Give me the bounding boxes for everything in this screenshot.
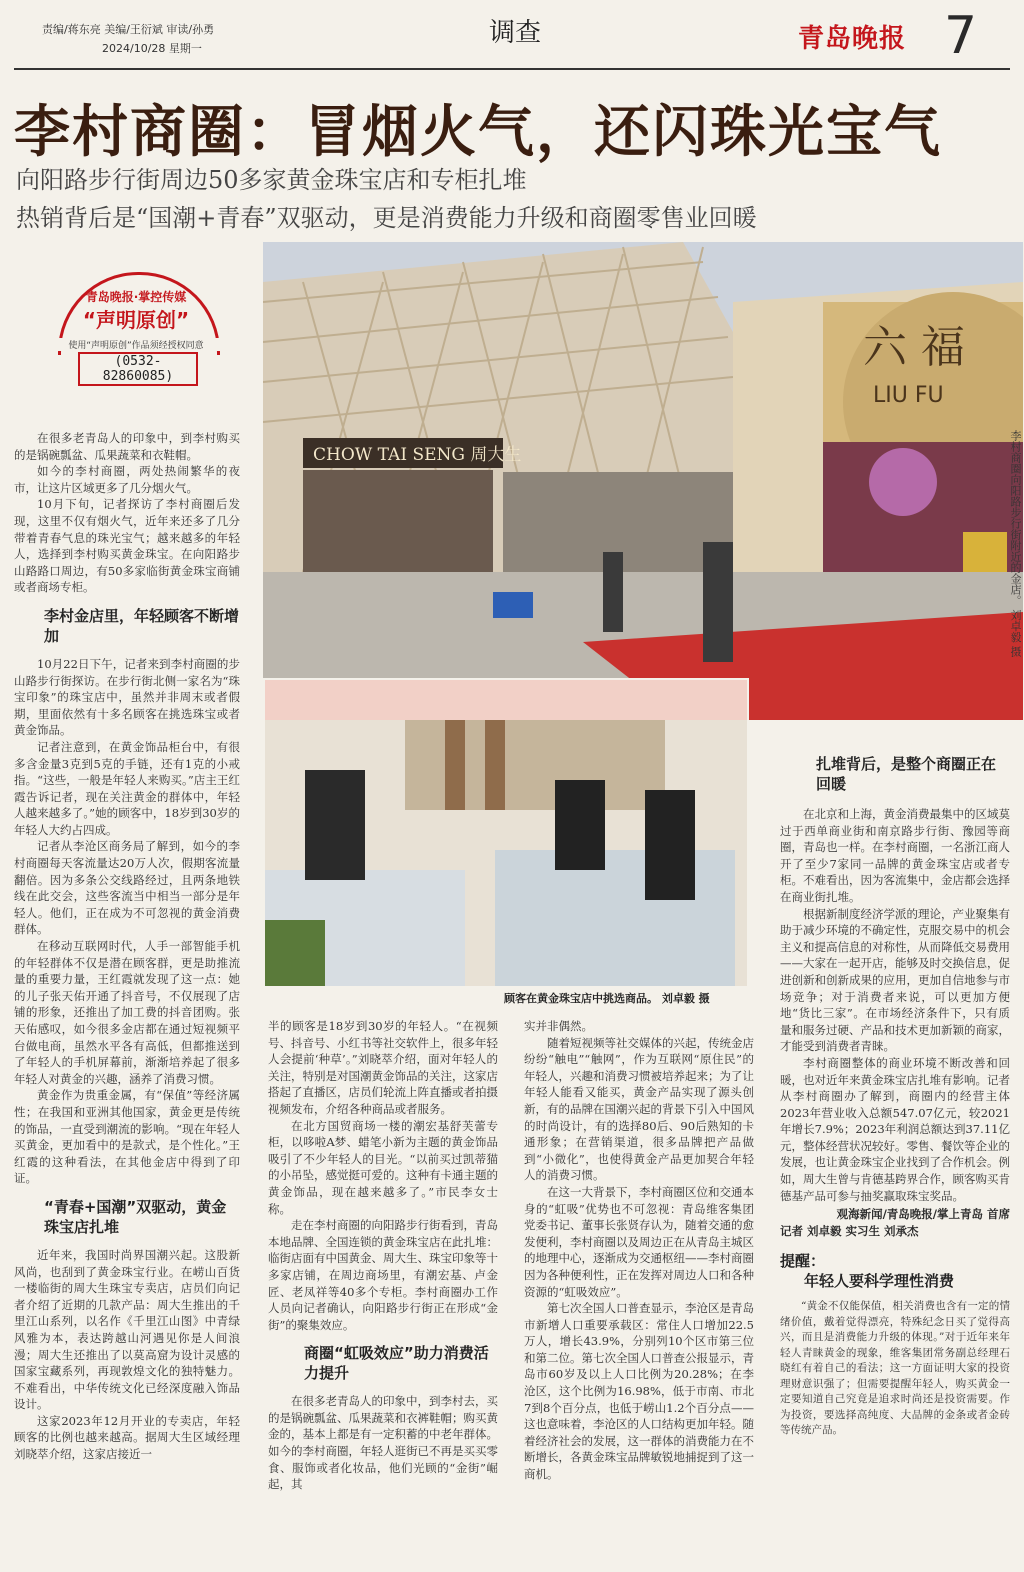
section1-paragraph-4: 在移动互联网时代，人手一部智能手机的年轻群体不仅是潜在顾客群，更是助推流量的重要力量，王红霞就发现了这一点：她的儿子张天佑开通了抖音号，不仅展现了店铺的形象，还推出了加工费的抖音团购。张天佑感叹，如今很多金店都在通过短视频平台做电商，虽然水平各有高低，但都推送到了年轻人的手机屏幕前，渐渐培养起了很多年轻人对黄金的兴趣，涵养了消费习惯。 bbox=[14, 939, 240, 1086]
col2-paragraph-1: 半的顾客是18岁到30岁的年轻人。“在视频号、抖音号、小红书等社交软件上，很多年轻人会提前‘种草’。”刘晓萃介绍，面对年轻人的关注，特别是对国潮黄金饰品的关注，这家店搭起了直播区，店员们轮流上阵直播或者拍摄视频发布，介绍各种商品或者服务。 bbox=[268, 1019, 498, 1116]
column-1-top bbox=[14, 430, 240, 1463]
column-3 bbox=[524, 1018, 754, 1483]
column-2 bbox=[268, 1018, 498, 1493]
section-name: 调查 bbox=[488, 18, 541, 48]
original-content-stamp bbox=[38, 272, 234, 384]
col4-paragraph-3: 李村商圈整体的商业环境不断改善和回暖，也对近年来黄金珠宝店扎堆有影响。记者从李村商圈办了解到，商圈内的经营主体2023年营业收入总额547.07亿元，较2021年增长7.9%；2023年利润总额达到37.11亿元，整体经营状况较好。零售、餐饮等企业的发展，也让黄金珠宝企业找到了合作机会。例如，周大生曾与肯德基跨界合作，顾客购买肯德基产品可参与抽奖赢取珠宝奖品。 bbox=[780, 1055, 1010, 1203]
subtitle-siphon-effect: 商圈“虹吸效应”助力消费活力提升 bbox=[304, 1344, 489, 1383]
street-scene bbox=[263, 242, 1023, 720]
tip-text: “黄金不仅能保值，相关消费也含有一定的情绪价值，戴着觉得漂亮，特殊纪念日买了觉得高兴，而且是消费能力升级的体现。”对于近年来年轻人青睐黄金的现象，维客集团常务副总经理石晓红有着自己的看法；这一方面证明大家的投资理财意识强了；但需要提醒年轻人，购买黄金一定要知道自己究竟是追求时尚还是投资需要。作为投资，要选择高纯度、大品牌的金条或者金砖等传统产品。 bbox=[780, 1300, 1010, 1437]
section2-paragraph-1: 近年来，我国时尚界国潮兴起。这股新风尚，也刮到了黄金珠宝行业。在崂山百货一楼临街的周大生珠宝专卖店，店员们向记者介绍了近期的几款产品：周大生推出的千里江山系列，以名作《千里江山图》中青绿风雅为本，表达跨越山河遇见你是人间浪漫；周大生还推出了以莫高窟为设计灵感的国家宝藏系列，再现敦煌文化的独特魅力。不难看出，中华传统文化已经深度融入饰品设计。 bbox=[14, 1247, 240, 1412]
section1-paragraph-1: 10月22日下午，记者来到李村商圈的步山路步行街探访。在步行街北侧一家名为“珠宝印象”的珠宝店中，虽然并非周末或者假期，里面依然有十多名顾客在挑选珠宝或者黄金饰品。 bbox=[14, 656, 240, 738]
photo1-caption: 李村商圈向阳路步行街附近的金店。 刘卓毅 摄 bbox=[1009, 430, 1022, 657]
section1-paragraph-3: 记者从李沧区商务局了解到，如今的李村商圈每天客流量达20万人次，假期客流量翻倍。因为多条公交线路经过，且两条地铁线在此交会，这些客流当中相当一部分是年轻人。他们，正在成为不可忽视的黄金消费群体。 bbox=[14, 839, 240, 937]
stamp-phone: (0532-82860085) bbox=[78, 352, 198, 386]
col2-paragraph-2: 在北方国贸商场一楼的潮宏基舒芙蕾专柜，以哆啦A梦、蜡笔小新为主题的黄金饰品吸引了不少年轻人的目光。“以前买过凯蒂猫的小吊坠，感觉挺可爱的。这种有卡通主题的黄金饰品，现在越来越多了。”市民李女士称。 bbox=[268, 1118, 498, 1216]
intro-paragraph-3: 10月下旬，记者探访了李村商圈后发现，这里不仅有烟火气，近年来还多了几分带着青春气息的珠光宝气；越来越多的年轻人，选择到李村购买黄金珠宝。在向阳路步山路路口周边，有50多家临街黄金珠宝商铺或者商场专柜。 bbox=[14, 497, 240, 595]
header-rule bbox=[14, 68, 1010, 70]
tip-box bbox=[780, 1251, 1010, 1439]
street-photo bbox=[263, 242, 1023, 720]
stamp-title: “声明原创” bbox=[82, 308, 190, 332]
byline-line-2: 记者 刘卓毅 实习生 刘承杰 bbox=[780, 1223, 919, 1238]
tip-title: 年轻人要科学理性消费 bbox=[804, 1272, 955, 1291]
page-number: 7 bbox=[944, 6, 978, 66]
col3-paragraph-3: 在这一大背景下，李村商圈区位和交通本身的“虹吸”优势也不可忽视：青岛维客集团党委书记、董事长张贤存认为，随着交通的愈发便利，李村商圈以及周边正在从青岛主城区的地理中心，逐渐成为交通枢纽——李村商圈因为各种便利性，正在发挥对周边人口和各种资源的“虹吸效应”。 bbox=[524, 1184, 754, 1299]
col2-paragraph-3: 走在李村商圈的向阳路步行街看到，青岛本地品牌、全国连锁的黄金珠宝店在此扎堆：临街店面有中国黄金、周大生、珠宝印象等十多家店铺，在周边商场里，有潮宏基、卢金匠、老凤祥等40多个专柜。李村商圈办工作人员向记者确认，向阳路步行街正在形成“金街”的聚集效应。 bbox=[268, 1218, 498, 1332]
photo2-caption: 顾客在黄金珠宝店中挑选商品。 刘卓毅 摄 bbox=[504, 992, 710, 1005]
col4-paragraph-1: 在北京和上海，黄金消费最集中的区域莫过于西单商业街和南京路步行街、豫园等商圈，青岛也一样。在李村商圈，一名浙江商人开了至少7家同一品牌的黄金珠宝店或者专柜。不难看出，因为客流集中，金店都会选择在商业街扎堆。 bbox=[780, 807, 1010, 904]
masthead-logo: 青岛晚报 bbox=[798, 24, 907, 54]
intro-paragraph-1: 在很多老青岛人的印象中，到李村购买的是锅碗瓢盆、瓜果蔬菜和衣鞋帽。 bbox=[14, 431, 240, 462]
sign-liufu-en: LIU FU bbox=[873, 383, 944, 408]
shop-scene bbox=[265, 680, 747, 986]
subhead-1: 向阳路步行街周边50多家黄金珠宝店和专柜扎堆 bbox=[16, 166, 527, 194]
column-4 bbox=[780, 754, 1010, 1439]
subtitle-young-customers: 李村金店里，年轻顾客不断增加 bbox=[44, 606, 240, 645]
section1-paragraph-2: 记者注意到，在黄金饰品柜台中，有很多含金量3克到5克的手链，还有1克的小戒指。“这些，一般是年轻人来购买。”店主王红霞告诉记者，现在关注黄金的群体中，年轻人越来越多了。”她的顾客中，18岁到30岁的年轻人大约占四成。 bbox=[14, 739, 240, 837]
subhead-2: 热销背后是“国潮+青春”双驱动，更是消费能力升级和商圈零售业回暖 bbox=[16, 204, 757, 232]
credits-editors: 责编/蒋东亮 美编/王衍斌 审读/孙勇 bbox=[42, 23, 215, 36]
col3-paragraph-1: 实并非偶然。 bbox=[524, 1019, 593, 1033]
byline bbox=[780, 1206, 1010, 1239]
subtitle-guochao: “青春+国潮”双驱动，黄金珠宝店扎堆 bbox=[44, 1197, 227, 1236]
publication-date: 2024/10/28 星期一 bbox=[102, 42, 202, 55]
sign-chow-tai-seng: CHOW TAI SENG 周大生 bbox=[313, 445, 522, 465]
col3-paragraph-2: 随着短视频等社交媒体的兴起，传统金店纷纷“触电”“触网”，作为互联网“原住民”的年轻人，兴趣和消费习惯被培养起来；为了让年轻人能看又能买，黄金产品实现了源头创新，有的品牌在国潮兴起的背景下引入中国风的时尚设计，有的选择80后、90后熟知的卡通形象；在营销渠道，很多品牌把产品做到“小微化”，也使得黄金产品更加契合年轻人的消费习惯。 bbox=[524, 1035, 754, 1183]
section2-paragraph-2: 这家2023年12月开业的专卖店，年轻顾客的比例也越来越高。据周大生区域经理刘晓萃介绍，这家店接近一 bbox=[14, 1413, 240, 1462]
section1-paragraph-5: 黄金作为贵重金属，有“保值”等经济属性；在我国和亚洲其他国家，黄金更是传统的饰品，一直受到潮流的影响。“现在年轻人买黄金，更加看中的是款式，是个性化。”王红霞的这种看法，在其他金店中得到了印证。 bbox=[14, 1088, 240, 1186]
header-credits bbox=[42, 20, 214, 58]
subtitle-recovery: 扎堆背后，是整个商圈正在回暖 bbox=[816, 755, 997, 793]
headline: 李村商圈：冒烟火气，还闪珠光宝气 bbox=[14, 100, 942, 165]
intro-paragraph-2: 如今的李村商圈，两处热闹繁华的夜市，让这片区域更多了几分烟火气。 bbox=[14, 464, 240, 495]
col2-paragraph-4: 在很多老青岛人的印象中，到李村去，买的是锅碗瓢盆、瓜果蔬菜和衣裤鞋帽；购买黄金的，基本上都是有一定积蓄的中老年群体。如今的李村商圈，年轻人逛街已不再是买买零食、服饰或者化妆品，他们光顾的“金街”崛起，其 bbox=[268, 1394, 498, 1492]
sign-liufu: 六 福 bbox=[863, 322, 965, 373]
stamp-notice: 使用“声明原创”作品须经授权同意 bbox=[46, 338, 226, 351]
stamp-brand: 青岛晚报·掌控传媒 bbox=[85, 290, 187, 304]
shop-interior-photo bbox=[263, 678, 749, 988]
byline-line-1: 观海新闻/青岛晚报/掌上青岛 首席 bbox=[836, 1207, 1010, 1222]
col3-paragraph-4: 第七次全国人口普查显示，李沧区是青岛市新增人口重要承载区：常住人口增加22.5万人，增长43.9%，分别列10个区市第三位和第二位。第七次全国人口普查公报显示，青岛市60岁及以上人口比例为20.28%；在李沧区，这个比例为16.98%，低于市南、市北7到8个百分点，也低于崂山1.2个百分点——这也意味着，李沧区的人口结构更加年轻。随着经济社会的发展，这一群体的消费能力在不断增长，各黄金珠宝品牌敏锐地捕捉到了这一商机。 bbox=[524, 1301, 754, 1482]
tip-label: 提醒： bbox=[780, 1252, 826, 1271]
col4-paragraph-2: 根据新制度经济学派的理论，产业聚集有助于减少环境的不确定性，克服交易中的机会主义和提高信息的对称性，从而降低交易费用——大家在一起开店，能够及时交换信息，促进创新和创新成果的应用，更加自信地参与市场竞争；对于消费者来说，可以更加方便地“货比三家”。在市场经济条件下，只有质量和服务过硬、产品和技术更加新颖的商家，才能受到消费者青睐。 bbox=[780, 906, 1010, 1054]
